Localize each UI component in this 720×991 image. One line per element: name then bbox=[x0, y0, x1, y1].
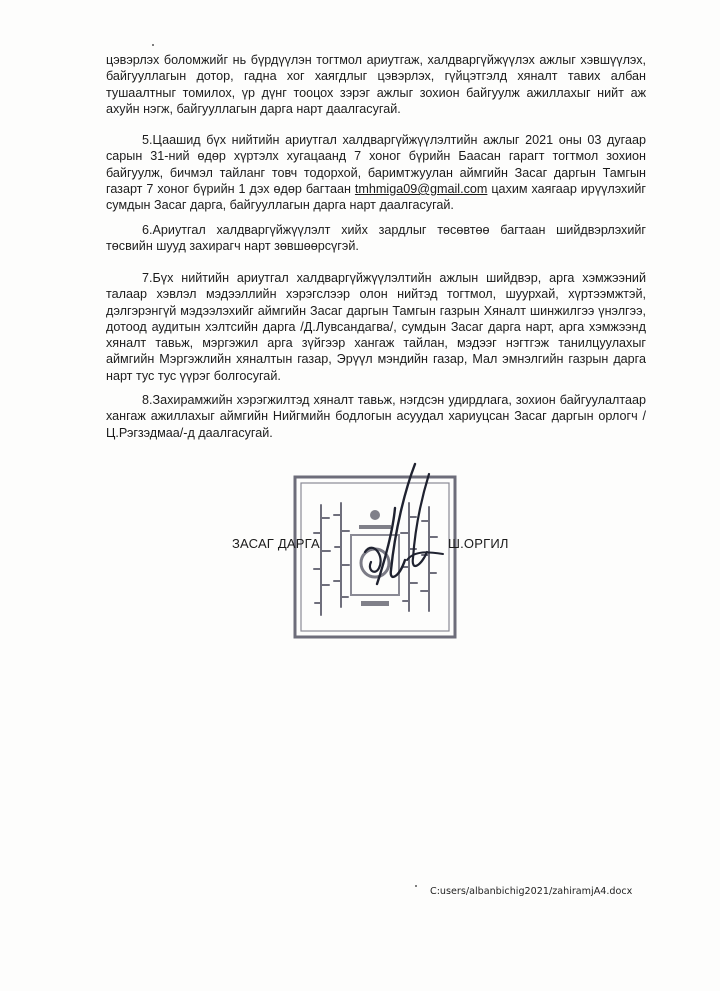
email-link[interactable]: tmhmiga09@gmail.com bbox=[354, 181, 488, 196]
signatory-name: Ш.ОРГИЛ bbox=[448, 536, 509, 551]
speck bbox=[152, 44, 154, 46]
signatory-title: ЗАСАГ ДАРГА bbox=[232, 536, 320, 551]
paragraph-1: цэвэрлэх боломжийг нь бүрдүүлэн тогтмол ариутгаж, халдваргүйжүүлэх ажлыг хэвшүүлэх, байгууллагын дотор, гадна хог хаягдлыг цэвэрлэх, гүйцэтгэлд хяналт тавих албан тушаалтныг томилох, үр дүнг тооцох зэрэг ажлыг зохион байгуулж ажиллахыг нийт аж ахуйн нэгж, байгууллагын дарга нарт даалгасугай. bbox=[106, 53, 646, 116]
paragraph-5 bbox=[106, 132, 646, 213]
paragraph-5-text-end: цахим хаягаар ирүүлэхийг сумдын Засаг дарга, байгууллагын дарга нарт даалгасугай. bbox=[106, 181, 646, 213]
file-path: C:users/albanbichig2021/zahiramjA4.docx bbox=[430, 886, 633, 897]
handwritten-signature bbox=[355, 460, 465, 610]
paragraph-6: 6.Ариутгал халдваргүйжүүлэлт хийх зардлыг төсөвтөө багтаан шийдвэрлэхийг төсвийн шууд захирагч нарт зөвшөөрсүгэй. bbox=[106, 223, 646, 254]
paragraph-5-text: 5.Цаашид бүх нийтийн ариутгал халдваргүйжүүлэлтийн ажлыг 2021 оны 03 дугаар сарын 31-ний өдөр хүртэлх хугацаанд 7 хоног бүрийн Баасан гарагт тогтмол зохион байгуулж, бичмэл тайланг товч тодорхой, баримтжуулан аймгийн Засаг даргын Тамгын газарт 7 хоног бүрийн 1 дэх өдөр багтаан bbox=[106, 133, 646, 196]
speck bbox=[415, 885, 417, 887]
paragraph-7: 7.Бүх нийтийн ариутгал халдваргүйжүүлэлтийн ажлын шийдвэр, арга хэмжээний талаар хэвлэл мэдээллийн хэрэгслээр олон нийтэд тогтмол, шуурхай, хүртээмжтэй, дэлгэрэнгүй мэдээлэхийг аймгийн Засаг даргын Тамгын газрын Хяналт шинжилгээ үнэлгээ, дотоод аудитын хэлтсийн дарга /Д.Лувсандагва/, сумдын Засаг дарга нарт, арга хэмжээнд хяналт тавьж, мэргэжил арга зүйгээр хангаж тайлан, мэдээг нэгтгэж танилцуулахыг аймгийн Мэргэжлийн хяналтын газар, Эрүүл мэндийн газар, Мал эмнэлгийн газрын дарга нарт тус тус үүрэг болгосугай. bbox=[106, 271, 646, 383]
paragraph-8: 8.Захирамжийн хэрэгжилтэд хяналт тавьж, нэгдсэн удирдлага, зохион байгуулалтаар хангаж ажиллахыг аймгийн Нийгмийн бодлогын асуудал хариуцсан Засаг даргын орлогч /Ц.Рэгзэдмаа/-д даалгасугай. bbox=[106, 393, 646, 440]
